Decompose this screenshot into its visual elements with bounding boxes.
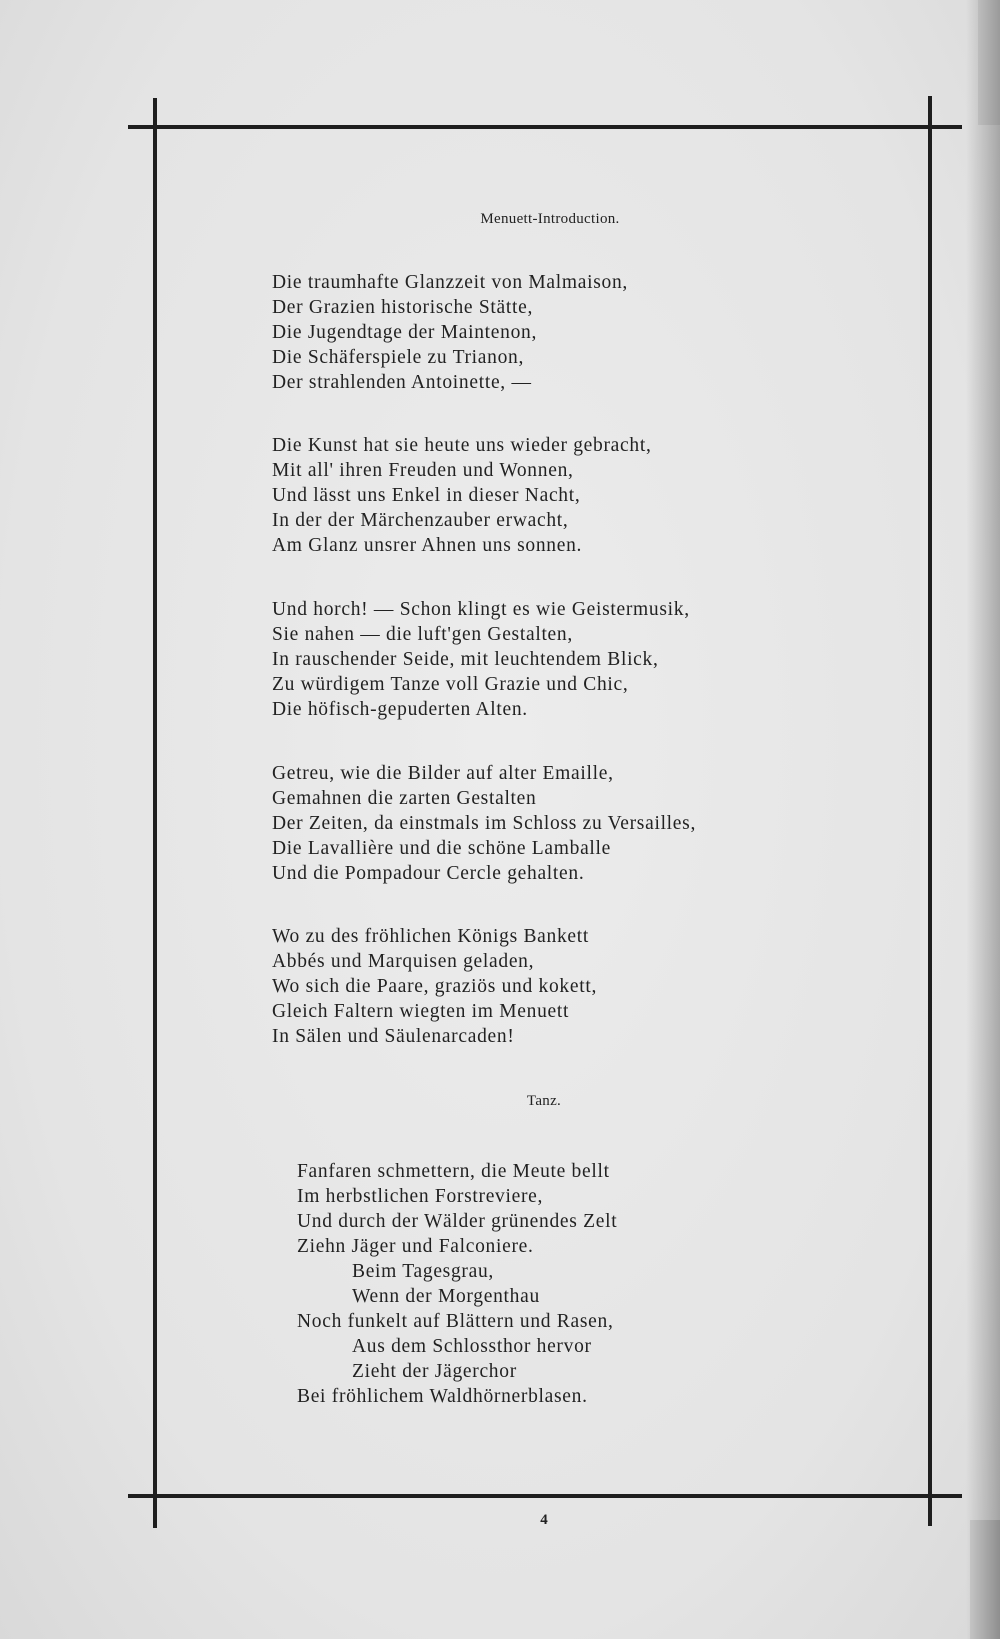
verse-line: Der Grazien historische Stätte, [272,297,534,318]
frame-rule-bottom [128,1494,962,1498]
verse-line: Zu würdigem Tanze voll Grazie und Chic, [272,674,629,695]
stanza-3 [272,597,690,722]
verse-line: Bei fröhlichem Waldhörnerblasen. [297,1386,588,1407]
verse-line-indented: Zieht der Jägerchor [352,1361,517,1382]
verse-line: Und lässt uns Enkel in dieser Nacht, [272,485,581,506]
verse-line: Die Lavallière und die schöne Lamballe [272,838,612,859]
verse-line: Gleich Faltern wiegten im Menuett [272,1001,570,1022]
verse-line: Und durch der Wälder grünendes Zelt [297,1211,618,1232]
page-edge-tab-top [978,0,1000,125]
verse-line: In der der Märchenzauber erwacht, [272,510,569,531]
verse-line-indented: Wenn der Morgenthau [352,1286,540,1307]
verse-line: Sie nahen — die luft'gen Gestalten, [272,624,573,645]
verse-line: Und horch! — Schon klingt es wie Geistermusik, [272,599,690,620]
page-edge-tab-bottom [970,1520,1000,1639]
stanza-tanz [297,1159,617,1409]
verse-line: Die Schäferspiele zu Trianon, [272,347,525,368]
stanza-5 [272,924,597,1049]
verse-line: Wo sich die Paare, graziös und kokett, [272,976,598,997]
verse-line: Gemahnen die zarten Gestalten [272,788,537,809]
verse-line: In Sälen und Säulenarcaden! [272,1026,515,1047]
verse-line-indented: Beim Tagesgrau, [352,1261,494,1282]
verse-line: Der Zeiten, da einstmals im Schloss zu Versailles, [272,813,697,834]
verse-line: Am Glanz unsrer Ahnen uns sonnen. [272,535,583,556]
verse-line: Die höfisch-gepuderten Alten. [272,699,528,720]
verse-line: Abbés und Marquisen geladen, [272,951,535,972]
verse-line: Die Kunst hat sie heute uns wieder gebracht, [272,435,652,456]
page-edge-shadow [966,0,1000,1639]
section-heading-introduction: Menuett-Introduction. [480,211,620,227]
verse-line: Wo zu des fröhlichen Königs Bankett [272,926,589,947]
verse-line: Noch funkelt auf Blättern und Rasen, [297,1311,614,1332]
stanza-1 [272,270,628,395]
frame-rule-right [928,96,932,1526]
verse-line: Die Jugendtage der Maintenon, [272,322,538,343]
verse-line: Der strahlenden Antoinette, — [272,372,532,393]
verse-line: Die traumhafte Glanzzeit von Malmaison, [272,272,628,293]
verse-line: Fanfaren schmettern, die Meute bellt [297,1161,610,1182]
page-number: 4 [540,1512,548,1528]
verse-line: Und die Pompadour Cercle gehalten. [272,863,585,884]
verse-line: Im herbstlichen Forstreviere, [297,1186,544,1207]
frame-rule-top [128,125,962,129]
section-heading-tanz: Tanz. [526,1093,562,1109]
verse-line: Mit all' ihren Freuden und Wonnen, [272,460,574,481]
verse-line: Ziehn Jäger und Falconiere. [297,1236,534,1257]
verse-line: In rauschender Seide, mit leuchtendem Blick, [272,649,659,670]
stanza-2 [272,433,652,558]
verse-line-indented: Aus dem Schlossthor hervor [352,1336,592,1357]
verse-line: Getreu, wie die Bilder auf alter Emaille, [272,763,614,784]
stanza-4 [272,761,696,886]
frame-rule-left [153,98,157,1528]
